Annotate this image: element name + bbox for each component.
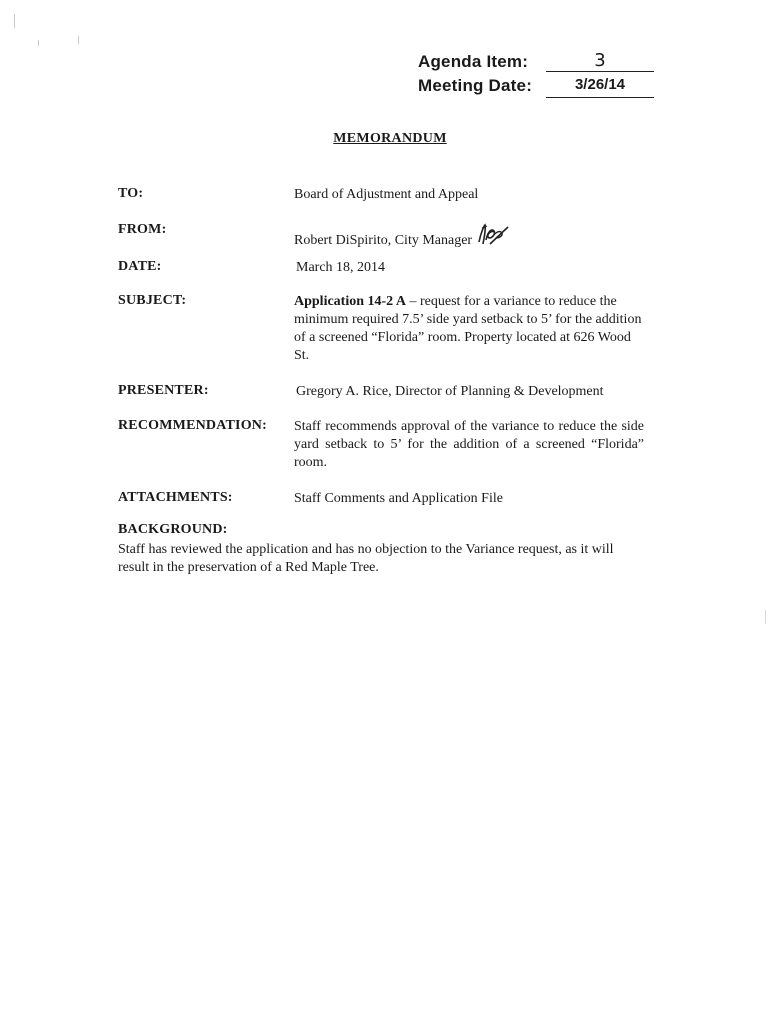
meeting-date-row — [418, 74, 658, 98]
attachments-value: Staff Comments and Application File — [294, 491, 503, 506]
to-label: TO: — [118, 186, 144, 201]
date-value: March 18, 2014 — [296, 260, 386, 275]
presenter-value: Gregory A. Rice, Director of Planning & Development — [296, 384, 604, 399]
memo-title: MEMORANDUM — [333, 131, 447, 146]
recommendation-value: Staff recommends approval of the variance to reduce the side yard setback to 5’ for the addition of a screened “Florida” room. — [294, 419, 644, 470]
to-value: Board of Adjustment and Appeal — [294, 187, 479, 202]
from-field — [294, 222, 646, 254]
agenda-item-row — [418, 50, 658, 74]
from-value: Robert DiSpirito, City Manager — [294, 233, 473, 248]
agenda-item-value: 3 — [546, 50, 654, 72]
attachments-label: ATTACHMENTS: — [118, 490, 233, 505]
presenter-label: PRESENTER: — [118, 383, 209, 398]
date-label: DATE: — [118, 259, 162, 274]
subject-application-id: Application 14-2 A — [294, 294, 407, 309]
scan-mark — [765, 610, 766, 624]
handwritten-initials-icon — [476, 222, 510, 254]
scan-mark — [14, 14, 15, 28]
agenda-item-label: Agenda Item: — [418, 52, 529, 71]
subject-description: – request for a variance to reduce the minimum required 7.5’ side yard setback to 5’ for the addition of a screened “Florida” room. Property located at 626 Wood St. — [294, 294, 642, 363]
meeting-date-label: Meeting Date: — [418, 76, 533, 95]
scan-mark — [78, 36, 79, 44]
meeting-date-value: 3/26/14 — [546, 76, 654, 98]
subject-label: SUBJECT: — [118, 293, 187, 308]
background-heading: BACKGROUND: — [118, 522, 228, 537]
background-body: Staff has reviewed the application and has no objection to the Variance request, as it will result in the preservation of a Red Maple Tree. — [118, 542, 614, 575]
from-label: FROM: — [118, 222, 167, 237]
recommendation-label: RECOMMENDATION: — [118, 418, 267, 433]
subject-field — [294, 293, 642, 365]
scan-mark — [38, 40, 39, 46]
